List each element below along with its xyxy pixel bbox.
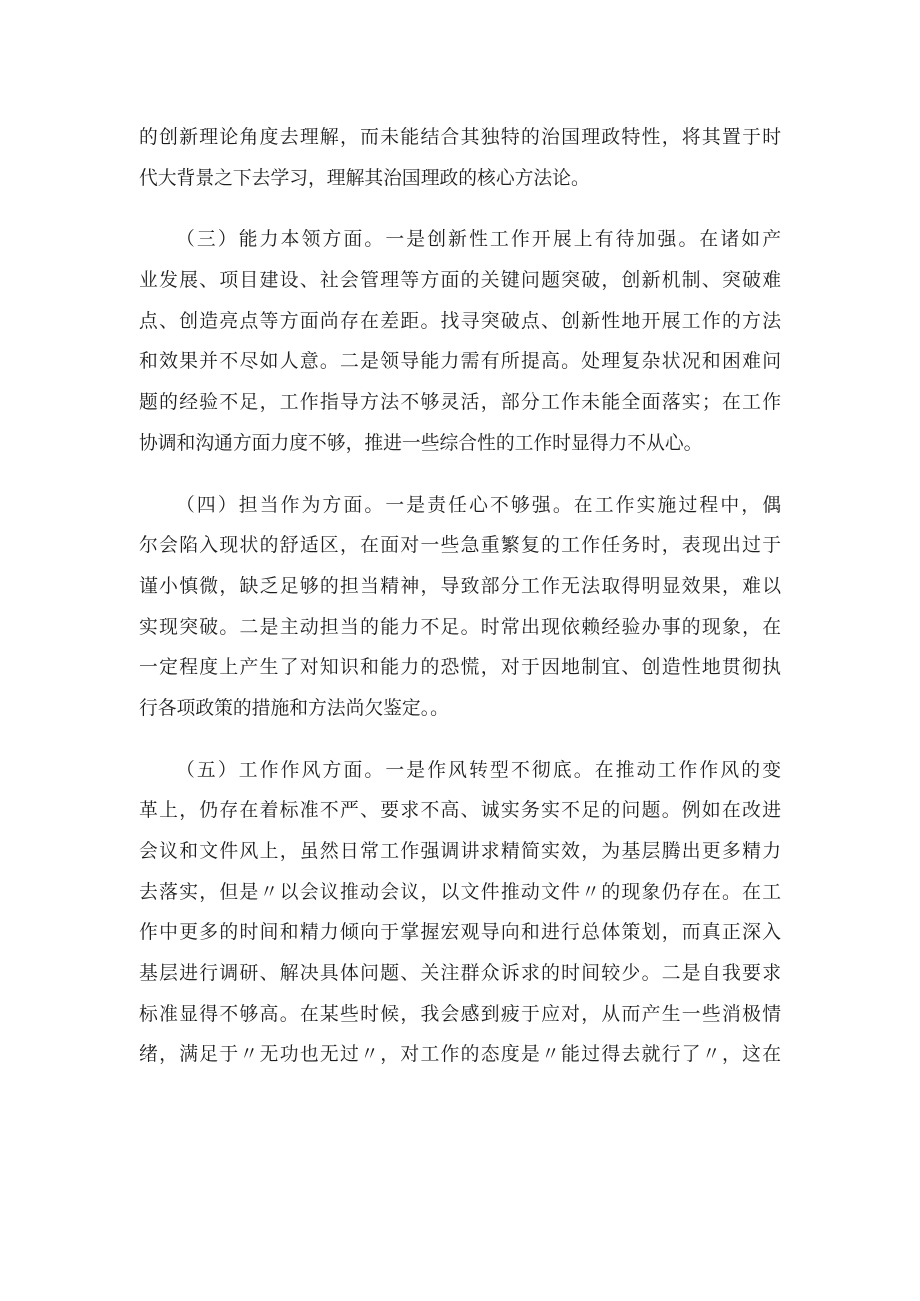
text-line: 标准显得不够高。在某些时候，我会感到疲于应对，从而产生一些消极情: [139, 1003, 781, 1025]
text-line: 的创新理论角度去理解，而未能结合其独特的治国理政特性，将其置于时: [139, 127, 781, 148]
text-line: 会议和文件风上，虽然日常工作强调讲求精简实效，为基层腾出更多精力: [139, 841, 781, 862]
text-line: 协调和沟通方面力度不够，推进一些综合性的工作时显得力不从心。: [139, 432, 703, 454]
paragraph-responsibility: [139, 486, 781, 730]
text-line: 代大背景之下去学习，理解其治国理政的核心方法论。: [139, 167, 590, 189]
text-line: 革上，仍存在着标准不严、要求不高、诚实务实不足的问题。例如在改进: [139, 800, 781, 822]
text-line: （四）担当作为方面。一是责任心不够强。在工作实施过程中，偶: [176, 494, 781, 516]
text-line: 尔会陷入现状的舒适区，在面对一些急重繁复的工作任务时，表现出过于: [139, 535, 781, 557]
text-line: 去落实，但是〃以会议推动会议，以文件推动文件〃的现象仍存在。在工: [139, 881, 781, 903]
text-line: 谨小慎微，缺乏足够的担当精神，导致部分工作无法取得明显效果，难以: [139, 575, 781, 597]
text-line: 业发展、项目建设、社会管理等方面的关键问题突破，创新机制、突破难: [139, 270, 781, 292]
paragraph-work-style: [139, 751, 781, 1077]
text-line: 点、创造亮点等方面尚存在差距。找寻突破点、创新性地开展工作的方法: [139, 310, 781, 332]
paragraph-ability: [139, 220, 781, 464]
text-line: 基层进行调研、解决具体问题、关注群众诉求的时间较少。二是自我要求: [139, 963, 781, 985]
text-line: 一定程度上产生了对知识和能力的恐慌，对于因地制宜、创造性地贯彻执: [139, 657, 781, 679]
text-line: （五）工作作风方面。一是作风转型不彻底。在推动工作作风的变: [176, 759, 781, 781]
text-line: 作中更多的时间和精力倾向于掌握宏观导向和进行总体策划，而真正深入: [139, 922, 781, 944]
document-body: [139, 118, 781, 1076]
text-line: 实现突破。二是主动担当的能力不足。时常出现依赖经验办事的现象，在: [139, 616, 781, 638]
text-line: 和效果并不尽如人意。二是领导能力需有所提高。处理复杂状况和困难问: [139, 351, 781, 373]
text-line: （三）能力本领方面。一是创新性工作开展上有待加强。在诸如产: [176, 229, 781, 251]
paragraph-continuation: [139, 118, 781, 199]
text-line: 行各项政策的措施和方法尚欠鉴定。。: [139, 697, 449, 719]
text-line: 绪，满足于〃无功也无过〃，对工作的态度是〃能过得去就行了〃，这在: [139, 1044, 781, 1066]
text-line: 题的经验不足，工作指导方法不够灵活，部分工作未能全面落实；在工作: [139, 392, 781, 414]
